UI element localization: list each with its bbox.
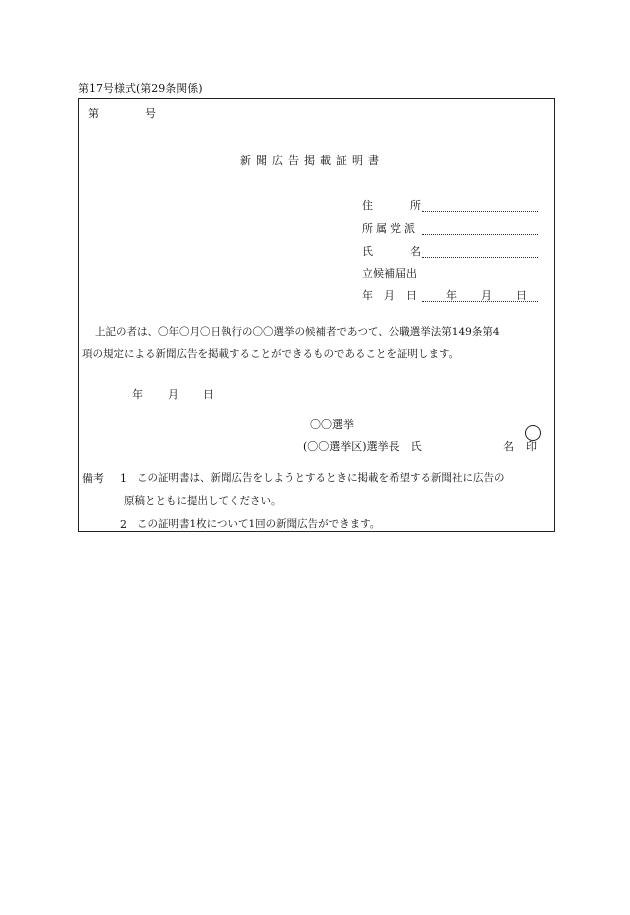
body-line-1: 上記の者は、〇年〇月〇日執行の〇〇選挙の候補者であつて、公職選挙法第149条第4 (95, 326, 500, 338)
seal-mark: 印 (526, 440, 537, 453)
notes-label: 備考 (82, 472, 104, 485)
number-go: 号 (145, 107, 156, 120)
field-address-label-1: 住 (362, 199, 373, 212)
note-1-line-2: 原稿とともに提出してください。 (124, 495, 282, 507)
note-1-line-1: この証明書は、新聞広告をしようとするときに掲載を希望する新聞社に広告の (137, 472, 505, 484)
field-name-label-1: 氏 (362, 245, 373, 258)
form-label: 第17号様式(第29条関係) (78, 82, 203, 95)
note-2-number: 2 (120, 518, 127, 531)
field-candidacy-label: 立候補届出 (362, 267, 417, 280)
issue-date-hi: 日 (203, 388, 214, 401)
chairman-label: (〇〇選挙区)選挙長 氏 (303, 440, 422, 453)
seal-circle-icon (525, 425, 541, 441)
number-dai: 第 (88, 107, 99, 120)
issue-date-tsuki: 月 (168, 388, 179, 401)
certificate-title: 新聞広告掲載証明書 (240, 154, 384, 167)
field-address-label-2: 所 (410, 199, 421, 212)
note-1-number: 1 (120, 472, 127, 485)
field-date-nen: 年 (362, 289, 373, 302)
field-name-label-2: 名 (410, 245, 421, 258)
election-name: 〇〇選挙 (310, 418, 354, 431)
field-date-hi-2: 日 (516, 289, 527, 302)
party-dotted-line (422, 234, 538, 235)
address-dotted-line (422, 211, 538, 212)
field-date-hi: 日 (406, 289, 417, 302)
field-date-tsuki: 月 (384, 289, 395, 302)
field-party-label: 所属党派 (362, 222, 418, 235)
note-2-text: この証明書1枚について1回の新聞広告ができます。 (137, 518, 381, 530)
chairman-name-end: 名 (503, 440, 514, 453)
issue-date-nen: 年 (132, 388, 143, 401)
field-date-tsuki-2: 月 (481, 289, 492, 302)
body-line-2: 項の規定による新聞広告を掲載することができるものであることを証明します。 (82, 348, 460, 360)
field-date-nen-2: 年 (446, 289, 457, 302)
name-dotted-line (422, 257, 538, 258)
